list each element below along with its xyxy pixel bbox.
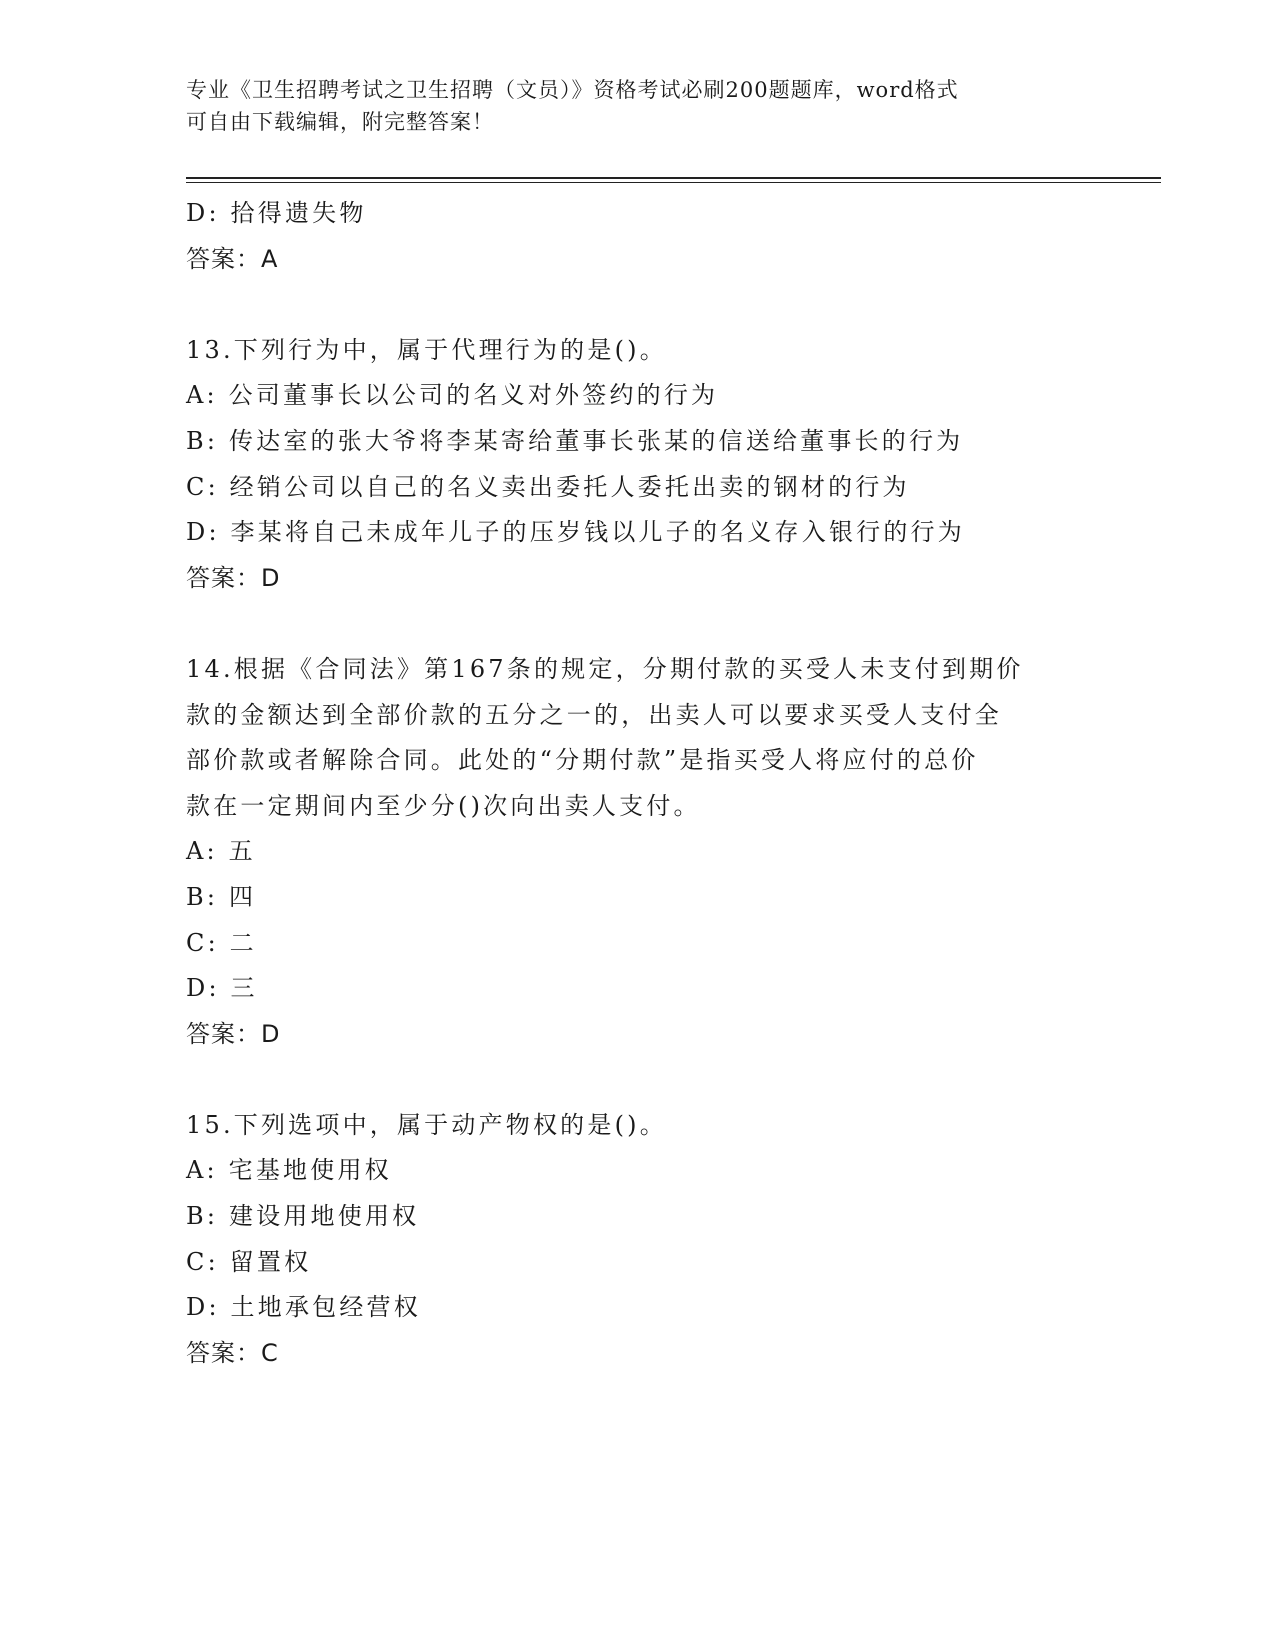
q15-option-c: C: 留置权 bbox=[186, 1247, 312, 1276]
spacer bbox=[186, 282, 1086, 328]
q14-option-d: D: 三 bbox=[186, 974, 258, 1003]
question-13 bbox=[186, 328, 1086, 602]
q12-option-d: D: 拾得遗失物 bbox=[186, 199, 367, 227]
question-14 bbox=[186, 647, 1086, 1057]
q15-stem: 15.下列选项中，属于动产物权的是()。 bbox=[186, 1110, 667, 1139]
q13-option-c: C: 经销公司以自己的名义卖出委托人委托出卖的钢材的行为 bbox=[186, 472, 910, 501]
q13-stem: 13.下列行为中，属于代理行为的是()。 bbox=[186, 335, 667, 364]
q14-option-b: B: 四 bbox=[186, 882, 257, 911]
q14-stem-line-2: 款的金额达到全部价款的五分之一的，出卖人可以要求买受人支付全 bbox=[186, 700, 1002, 729]
question-12-tail bbox=[186, 191, 1086, 282]
q15-option-b: B: 建设用地使用权 bbox=[186, 1202, 420, 1231]
q15-answer: 答案：C bbox=[186, 1338, 279, 1367]
q14-stem-line-3: 部价款或者解除合同。此处的“分期付款”是指买受人将应付的总价 bbox=[186, 746, 979, 775]
q14-stem-line-4: 款在一定期间内至少分()次向出卖人支付。 bbox=[186, 791, 701, 820]
q13-answer: 答案：D bbox=[186, 563, 281, 592]
q14-option-c: C: 二 bbox=[186, 928, 257, 957]
spacer bbox=[186, 601, 1086, 647]
q15-option-a: A: 宅基地使用权 bbox=[186, 1156, 392, 1185]
q14-answer: 答案：D bbox=[186, 1019, 281, 1048]
spacer bbox=[186, 1057, 1086, 1103]
q15-option-d: D: 土地承包经营权 bbox=[186, 1293, 421, 1322]
header-line-1: 专业《卫生招聘考试之卫生招聘（文员）》资格考试必刷200题题库，word格式 bbox=[186, 78, 959, 102]
q13-option-b: B: 传达室的张大爷将李某寄给董事长张某的信送给董事长的行为 bbox=[186, 426, 964, 455]
header-line-2: 可自由下载编辑，附完整答案！ bbox=[186, 110, 494, 134]
page-header bbox=[186, 74, 1086, 138]
header-rule-thin bbox=[186, 182, 1161, 183]
q13-option-d: D: 李某将自己未成年儿子的压岁钱以儿子的名义存入银行的行为 bbox=[186, 518, 965, 547]
question-list bbox=[186, 191, 1086, 1376]
header-rule-thick bbox=[186, 177, 1161, 179]
q13-option-a: A: 公司董事长以公司的名义对外签约的行为 bbox=[186, 381, 719, 410]
question-15 bbox=[186, 1103, 1086, 1377]
q14-option-a: A: 五 bbox=[186, 837, 256, 866]
q14-stem-line-1: 14.根据《合同法》第167条的规定，分期付款的买受人未支付到期价 bbox=[186, 654, 1024, 683]
q12-answer: 答案：A bbox=[186, 244, 279, 273]
